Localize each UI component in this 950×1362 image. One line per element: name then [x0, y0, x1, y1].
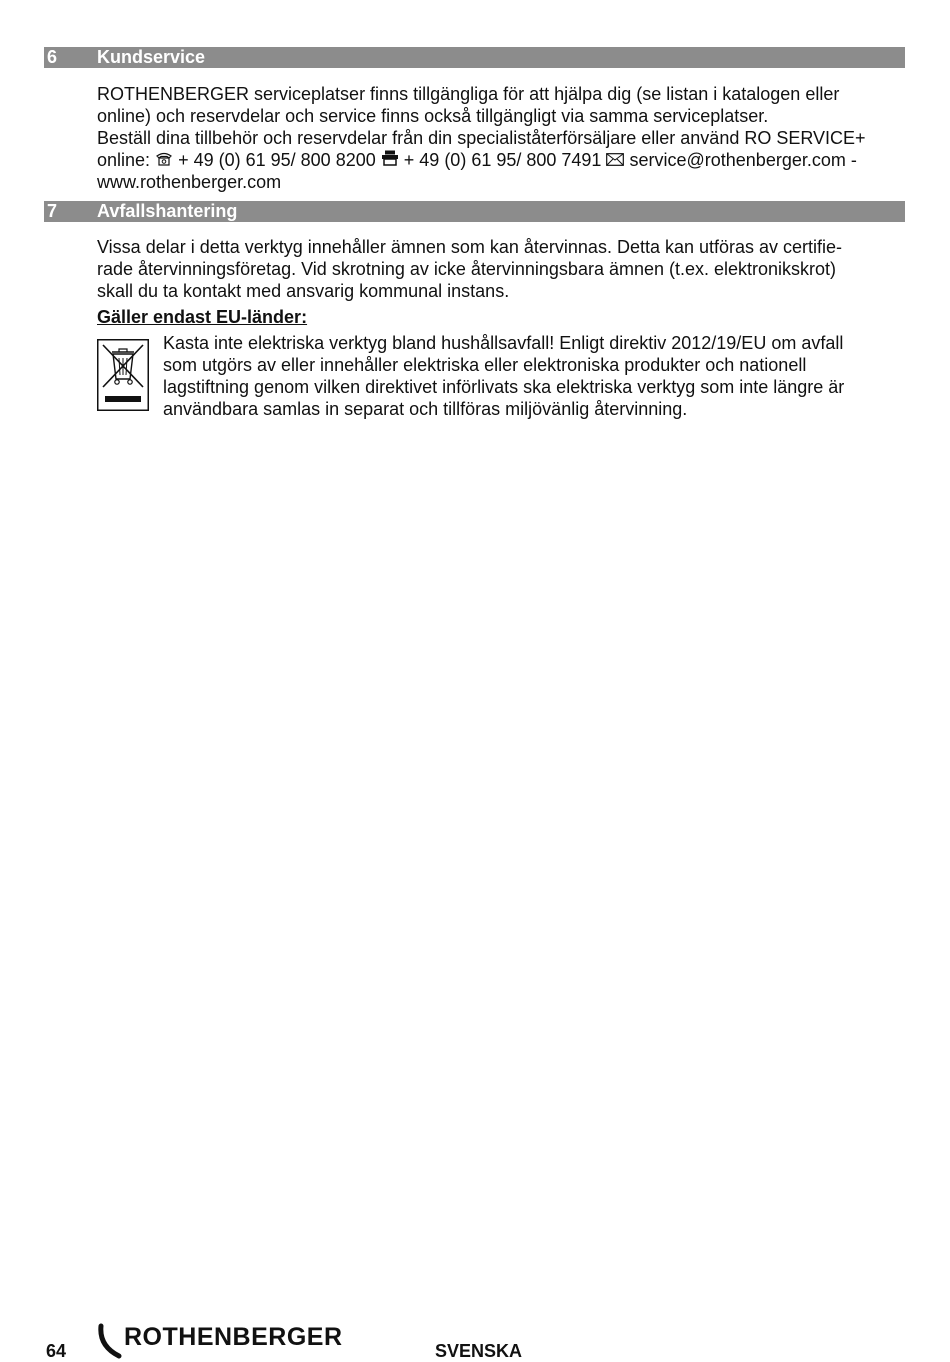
text-line: skall du ta kontakt med ansvarig kommunal instans.: [97, 281, 510, 301]
phone-number: + 49 (0) 61 95/ 800 8200: [178, 150, 376, 170]
contact-prefix: online:: [97, 150, 151, 170]
contact-line: [97, 149, 907, 171]
website-url: www.rothenberger.com: [97, 172, 282, 192]
telephone-icon: [155, 152, 173, 166]
section-header-kundservice: [44, 47, 905, 68]
crossed-out-wheelie-bin-icon: [97, 339, 149, 411]
section-number: 6: [47, 47, 58, 67]
language-label: SVENSKA: [435, 1341, 523, 1361]
envelope-icon: [606, 153, 624, 166]
rothenberger-logo: [97, 1320, 347, 1360]
fax-icon: [381, 150, 399, 166]
text-line: ROTHENBERGER serviceplatser finns tillgängliga för att hjälpa dig (se listan i katalogen eller: [97, 84, 840, 104]
text-line: Kasta inte elektriska verktyg bland hushållsavfall! Enligt direktiv 2012/19/EU om avfall: [163, 333, 844, 353]
text-line: användbara samlas in separat och tillföras miljövänlig återvinning.: [163, 399, 688, 419]
text-line: Beställ dina tillbehör och reservdelar från din specialiståterförsäljare eller använd RO SERVICE+: [97, 128, 866, 148]
page-number: 64: [46, 1341, 67, 1361]
weee-notice: [163, 332, 903, 420]
section-number: 7: [47, 201, 58, 221]
section-header-avfallshantering: [44, 201, 905, 222]
text-line: online) och reservdelar och service finns också tillgängligt via samma serviceplatser.: [97, 106, 769, 126]
text-line: Vissa delar i detta verktyg innehåller ämnen som kan återvinnas. Detta kan utföras av certifie-: [97, 237, 843, 257]
text-line: lagstiftning genom vilken direktivet införlivats ska elektriska verktyg som inte längre är: [163, 377, 845, 397]
brand-name: ROTHENBERGER: [124, 1323, 343, 1351]
section-title: Kundservice: [97, 47, 206, 67]
section-title: Avfallshantering: [97, 201, 238, 221]
text-line: som utgörs av eller innehåller elektriska eller elektroniska produkter och nationell: [163, 355, 807, 375]
kundservice-paragraph: [97, 83, 907, 193]
fax-number: + 49 (0) 61 95/ 800 7491: [403, 150, 602, 170]
email-address: service@rothenberger.com -: [629, 150, 857, 170]
avfallshantering-paragraph: [97, 236, 907, 302]
eu-only-heading: Gäller endast EU-länder:: [97, 307, 308, 327]
text-line: rade återvinningsföretag. Vid skrotning av icke återvinningsbara ämnen (t.ex. elektronikskrot): [97, 259, 837, 279]
